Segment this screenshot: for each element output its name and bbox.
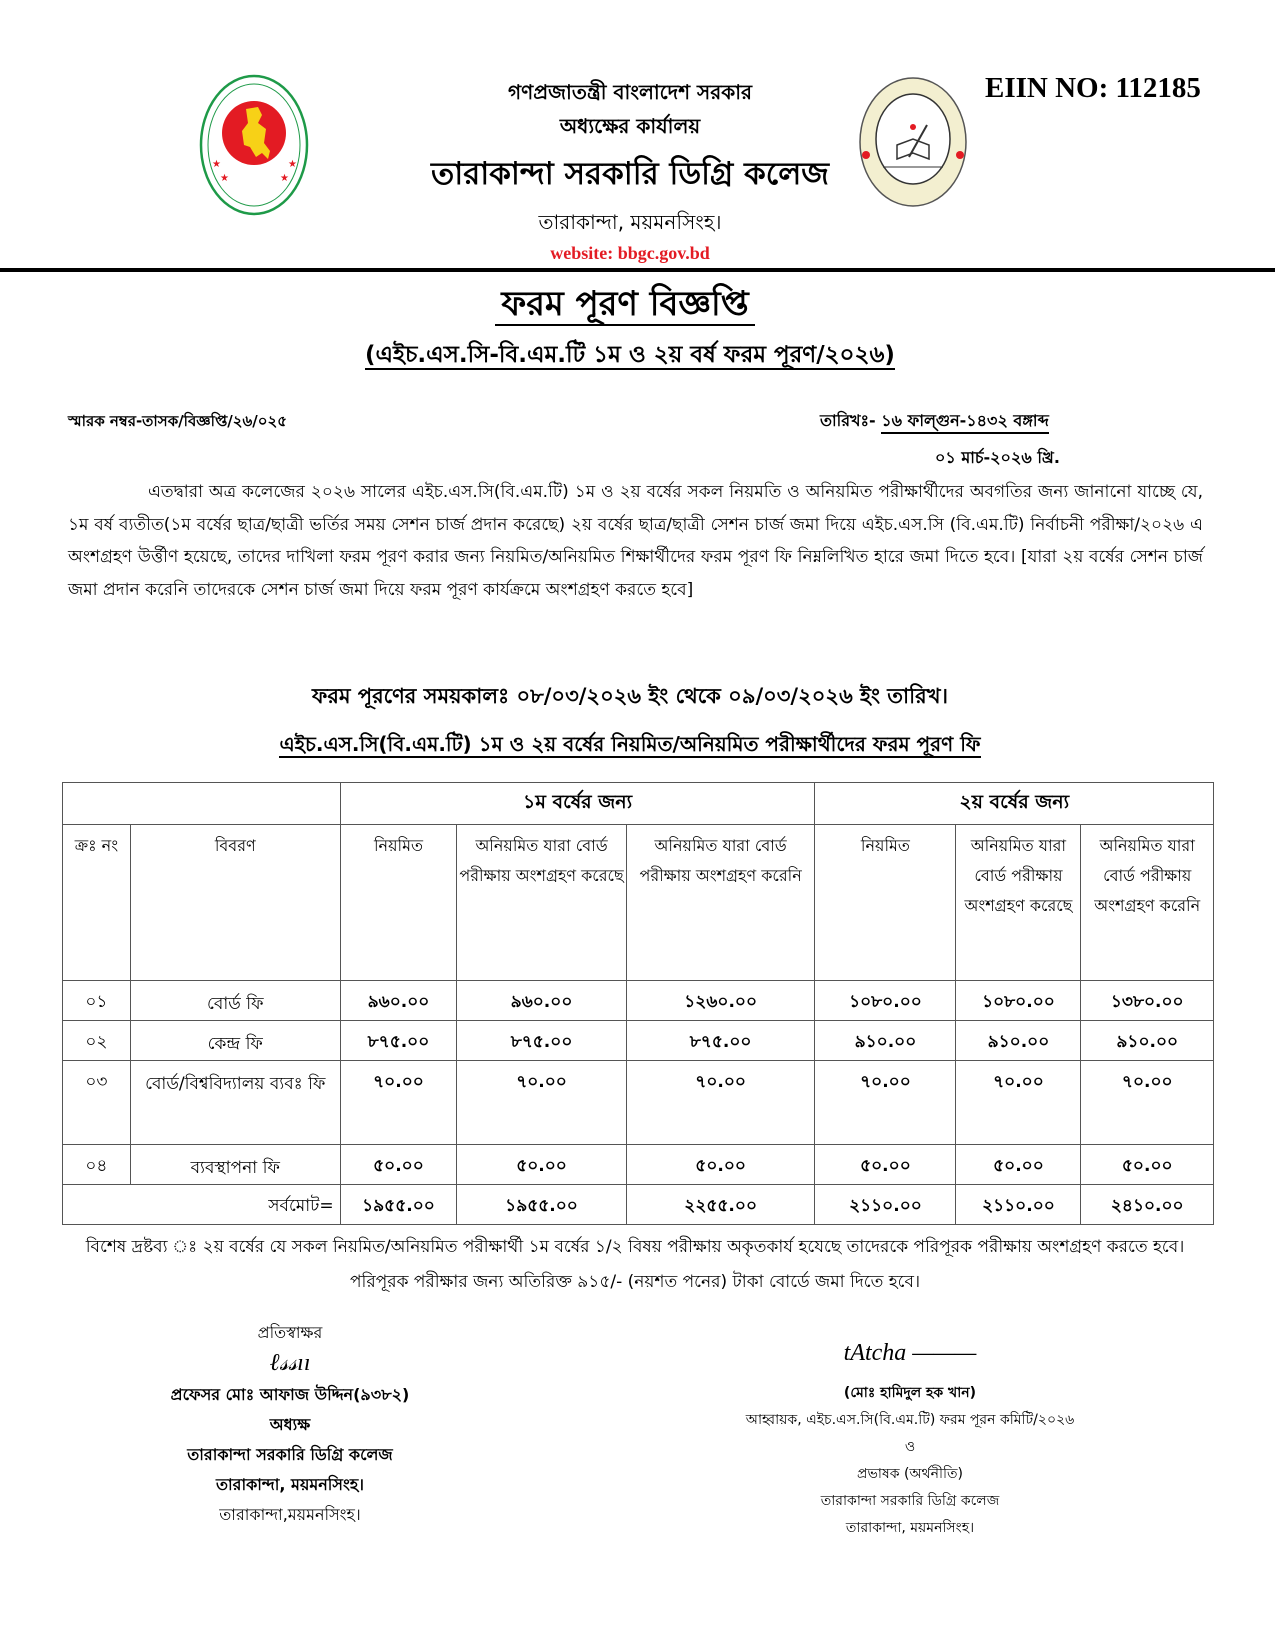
fee-cell: ৯১০.০০ — [815, 1021, 956, 1061]
fee-cell: ৭০.০০ — [457, 1061, 627, 1145]
row-description: বোর্ড/বিশ্ববিদ্যালয় ব্যবঃ ফি — [130, 1061, 340, 1145]
convener-address: তারাকান্দা, ময়মনসিংহ। — [845, 1520, 975, 1536]
total-row — [63, 1185, 1214, 1225]
convener-name: (মোঃ হামিদুল হক খান) — [843, 1385, 977, 1401]
principal-address-2: তারাকান্দা,ময়মনসিংহ। — [219, 1505, 361, 1524]
fee-cell: ১৩৮০.০০ — [1081, 981, 1214, 1021]
form-fillup-period: ফরম পূরণের সময়কালঃ ০৮/০৩/২০২৬ ইং থেকে ০৯/০৩/২০২৬ ইং তারিখ। — [311, 684, 949, 708]
col-y1-irregular-attended: অনিয়মিত যারা বোর্ড পরীক্ষায় অংশগ্রহণ করেছে — [457, 825, 627, 981]
special-note: বিশেষ দ্রষ্টব্য ঃ ২য় বর্ষের যে সকল নিয়মিত/অনিয়মিত পরীক্ষার্থী ১ম বর্ষের ১/২ বিষয় পরীক্ষায় অকৃতকার্য হযেছে তাদেরকে পরিপূরক পরীক্ষায় অংশগ্রহণ করতে হবে। পরিপূরক পরীক্ষার জন্য অতিরিক্ত ৯১৫/- (নয়শত পনের) টাকা বোর্ডে জমা দিতে হবে। — [85, 1237, 1185, 1292]
principal-signature-block — [110, 1318, 470, 1530]
notice-body: এতদ্বারা অত্র কলেজের ২০২৬ সালের এইচ.এস.সি(বি.এম.টি) ১ম ও ২য় বর্ষের সকল নিয়মতি ও অনিয়মিত পরীক্ষার্থীদের অবগতির জন্য জানানো যাচ্ছে যে, ১ম বর্ষ ব্যতীত(১ম বর্ষের ছাত্র/ছাত্রী ভর্তির সময় সেশন চার্জ প্রদান করেছে) ২য় বর্ষের ছাত্র/ছাত্রী সেশন চার্জ জমা দিয়ে এইচ.এস.সি (বি.এম.টি) নির্বাচনী পরীক্ষা/২০২৬ এ অংশগ্রহণ উর্ত্তীণ হয়েছে, তাদের দাখিলা ফরম পূরণ করার জন্য নিয়মিত/অনিয়মিত শিক্ষার্থীদের ফরম পূরণ ফি নিম্নলিখিত হারে জমা দিতে হবে। [যারা ২য় বর্ষের সেশন চার্জ জমা প্রদান করেনি তাদেরকে সেশন চার্জ জমা দিয়ে ফরম পূরণ কার্যক্রমে অংশগ্রহণ করতে হবে] — [68, 482, 1203, 600]
convener-institution: তারাকান্দা সরকারি ডিগ্রি কলেজ — [820, 1493, 1000, 1509]
eiin-number: EIIN NO: 112185 — [985, 72, 1201, 104]
fee-cell: ৫০.০০ — [1081, 1145, 1214, 1185]
row-sl: ০৪ — [63, 1145, 131, 1185]
fee-cell: ৮৭৫.০০ — [626, 1021, 815, 1061]
row-description: ব্যবস্থাপনা ফি — [130, 1145, 340, 1185]
table-row — [63, 1061, 1214, 1145]
convener-role: আহ্বায়ক, এইচ.এস.সি(বি.এম.টি) ফরম পূরন কমিটি/২০২৬ — [745, 1412, 1075, 1428]
row-description: কেন্দ্র ফি — [130, 1021, 340, 1061]
notice-subtitle: (এইচ.এস.সি-বি.এম.টি ১ম ও ২য় বর্ষ ফরম পূরণ/২০২৬) — [365, 342, 895, 368]
col-y2-irregular-not-attended: অনিয়মিত যারা বোর্ড পরীক্ষায় অংশগ্রহণ করেনি — [1081, 825, 1214, 981]
notice-title: ফরম পূরণ বিজ্ঞপ্তি — [300, 278, 950, 335]
svg-text:★: ★ — [288, 159, 297, 170]
col-y1-regular: নিয়মিত — [340, 825, 457, 981]
column-header-row — [63, 825, 1214, 981]
principal-address: তারাকান্দা, ময়মনসিংহ। — [216, 1475, 364, 1494]
convener-conjunction: ও — [904, 1439, 916, 1455]
date-bengali-value: ১৬ ফাল্গুন-১৪৩২ বঙ্গাব্দ — [881, 411, 1049, 434]
total-cell: ২১১০.০০ — [815, 1185, 956, 1225]
fee-cell: ৫০.০০ — [815, 1145, 956, 1185]
principal-name: প্রফেসর মোঃ আফাজ উদ্দিন(৯৩৮২) — [170, 1385, 410, 1404]
fee-cell: ১২৬০.০০ — [626, 981, 815, 1021]
countersign-label: প্রতিস্বাক্ষর — [257, 1323, 323, 1342]
fee-cell: ৭০.০০ — [815, 1061, 956, 1145]
government-name: গণপ্রজাতন্ত্রী বাংলাদেশ সরকার — [508, 80, 752, 104]
fee-cell: ৫০.০০ — [457, 1145, 627, 1185]
col-sl: ক্রঃ নং — [63, 825, 131, 981]
website-link[interactable]: website: bbgc.gov.bd — [550, 243, 710, 263]
row-sl: ০১ — [63, 981, 131, 1021]
fee-cell: ৮৭৫.০০ — [457, 1021, 627, 1061]
fee-cell: ১০৮০.০০ — [815, 981, 956, 1021]
fee-cell: ৭০.০০ — [340, 1061, 457, 1145]
fee-cell: ১০৮০.০০ — [956, 981, 1081, 1021]
total-label: সর্বমোট= — [63, 1185, 341, 1225]
total-cell: ১৯৫৫.০০ — [340, 1185, 457, 1225]
memo-number: স্মারক নম্বর-তাসক/বিজ্ঞপ্তি/২৬/০২৫ — [68, 412, 287, 430]
year-header-row — [63, 783, 1214, 825]
fee-cell: ৯৬০.০০ — [340, 981, 457, 1021]
fee-cell: ৮৭৫.০০ — [340, 1021, 457, 1061]
fee-cell: ৯৬০.০০ — [457, 981, 627, 1021]
year1-header: ১ম বর্ষের জন্য — [340, 783, 815, 825]
date-label: তারিখঃ- — [820, 411, 882, 430]
convener-signature-block — [700, 1340, 1120, 1542]
fee-cell: ৫০.০০ — [626, 1145, 815, 1185]
total-cell: ২৪১০.০০ — [1081, 1185, 1214, 1225]
fee-table-title: এইচ.এস.সি(বি.এম.টি) ১ম ও ২য় বর্ষের নিয়মিত/অনিয়মিত পরীক্ষার্থীদের ফরম পূরণ ফি — [279, 732, 981, 756]
convener-designation: প্রভাষক (অর্থনীতি) — [857, 1466, 963, 1482]
date-gregorian: ০১ মার্চ-২০২৬ খ্রি. — [935, 448, 1060, 467]
svg-text:★: ★ — [220, 173, 229, 184]
table-row — [63, 1021, 1214, 1061]
row-sl: ০২ — [63, 1021, 131, 1061]
fee-cell: ৭০.০০ — [626, 1061, 815, 1145]
row-sl: ০৩ — [63, 1061, 131, 1145]
svg-text:★: ★ — [212, 159, 221, 170]
fee-cell: ৯১০.০০ — [1081, 1021, 1214, 1061]
date-bengali — [820, 408, 1049, 435]
col-y1-irregular-not-attended: অনিয়মিত যারা বোর্ড পরীক্ষায় অংশগ্রহণ করেনি — [626, 825, 815, 981]
fee-cell: ৯১০.০০ — [956, 1021, 1081, 1061]
svg-text:★: ★ — [280, 173, 289, 184]
header-divider — [0, 268, 1275, 272]
principal-institution: তারাকান্দা সরকারি ডিগ্রি কলেজ — [187, 1445, 393, 1464]
college-name: তারাকান্দা সরকারি ডিগ্রি কলেজ — [430, 156, 830, 192]
government-emblem — [198, 73, 310, 223]
blank-header-cell — [63, 783, 341, 825]
total-cell: ১৯৫৫.০০ — [457, 1185, 627, 1225]
fee-cell: ৭০.০০ — [1081, 1061, 1214, 1145]
fee-table — [62, 782, 1214, 1225]
col-y2-regular: নিয়মিত — [815, 825, 956, 981]
total-cell: ২২৫৫.০০ — [626, 1185, 815, 1225]
col-description: বিবরণ — [130, 825, 340, 981]
college-address: তারাকান্দা, ময়মনসিংহ। — [538, 210, 722, 234]
table-row — [63, 981, 1214, 1021]
fee-cell: ৫০.০০ — [956, 1145, 1081, 1185]
total-cell: ২১১০.০০ — [956, 1185, 1081, 1225]
fee-cell: ৫০.০০ — [340, 1145, 457, 1185]
table-row — [63, 1145, 1214, 1185]
year2-header: ২য় বর্ষের জন্য — [815, 783, 1214, 825]
principal-designation: অধ্যক্ষ — [269, 1415, 311, 1434]
principal-signature-icon: ℓ𝓈𝓈ıı — [269, 1350, 311, 1376]
fee-cell: ৭০.০০ — [956, 1061, 1081, 1145]
row-description: বোর্ড ফি — [130, 981, 340, 1021]
col-y2-irregular-attended: অনিয়মিত যারা বোর্ড পরীক্ষায় অংশগ্রহণ করেছে — [956, 825, 1081, 981]
office-name: অধ্যক্ষের কার্যালয় — [559, 114, 701, 138]
convener-signature-icon: tAtcha ——— — [843, 1340, 977, 1366]
